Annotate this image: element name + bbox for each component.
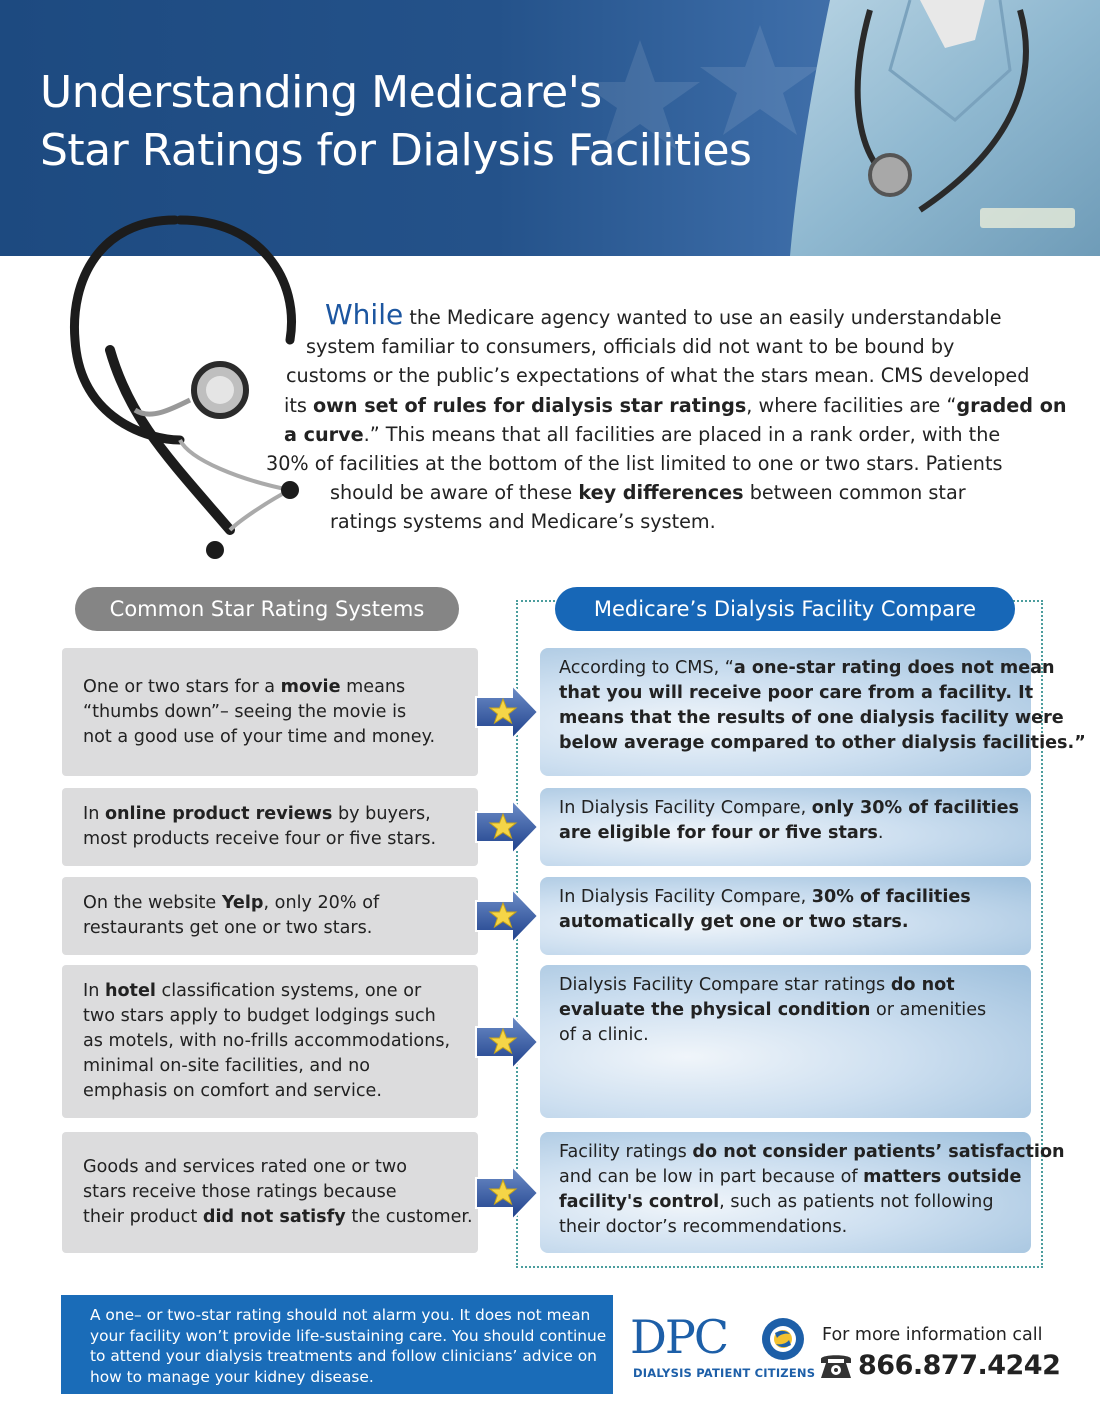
intro-line	[260, 478, 1070, 507]
text-run: the customer.	[345, 1207, 473, 1227]
bold-text: do not consider patients’ satisfaction	[692, 1142, 1065, 1162]
text-run: restaurants get one or two stars.	[83, 918, 373, 938]
title-line-2: Star Ratings for Dialysis Facilities	[40, 125, 752, 176]
text-line	[559, 656, 1055, 681]
text-line	[83, 700, 435, 725]
text-run: should be aware of these	[330, 481, 579, 505]
bold-text: only 30% of facilities	[811, 798, 1020, 818]
bold-text: 30% of facilities	[811, 887, 971, 907]
intro-line	[260, 391, 1070, 420]
common-rating-item	[62, 877, 478, 955]
medicare-compare-header: Medicare’s Dialysis Facility Compare	[555, 587, 1015, 631]
phone-contact	[818, 1350, 1060, 1381]
text-line	[83, 675, 435, 700]
bold-text: did not satisfy	[202, 1207, 346, 1227]
text-run: as motels, with no-frills accommodations,	[83, 1031, 451, 1051]
text-run: , such as patients not following	[719, 1192, 994, 1212]
text-line	[83, 827, 436, 852]
text-run: between common star	[743, 481, 966, 505]
text-run: not a good use of your time and money.	[83, 726, 436, 747]
text-line	[559, 821, 1021, 846]
text-line	[83, 1029, 450, 1054]
title-line-1: Understanding Medicare's	[40, 67, 602, 118]
medicare-rating-item	[540, 788, 1031, 866]
phone-icon	[818, 1351, 854, 1381]
text-run: means	[340, 676, 406, 697]
medicare-rating-item	[540, 965, 1031, 1118]
common-rating-text	[83, 891, 379, 941]
common-rating-text	[83, 1155, 473, 1230]
text-run: Facility ratings	[559, 1142, 693, 1162]
text-run: According to CMS, “	[559, 658, 734, 678]
dpc-logo-letters: DPC	[630, 1310, 728, 1364]
text-run: 30% of facilities at the bottom of the list limited to one or two stars. Patients	[266, 452, 1003, 476]
common-rating-text	[83, 979, 450, 1104]
dpc-logo-org: DIALYSIS PATIENT CITIZENS	[633, 1366, 816, 1380]
text-line	[83, 979, 450, 1004]
text-line	[83, 1180, 473, 1205]
text-run: One or two stars for a	[83, 676, 281, 697]
text-run: classification systems, one or	[155, 981, 422, 1001]
text-line	[83, 1054, 450, 1079]
footer-note-line: to attend your dialysis treatments and follow clinicians’ advice on	[90, 1347, 597, 1365]
star-arrow-icon	[472, 887, 540, 945]
text-line	[559, 1190, 1021, 1215]
bold-text: are eligible for four or five stars	[559, 823, 878, 843]
bold-text: below average compared to other dialysis facilities.”	[559, 733, 1086, 753]
bold-text: facility's control	[559, 1192, 720, 1212]
text-run: by buyers,	[332, 804, 431, 824]
text-run: ratings systems and Medicare’s system.	[330, 510, 716, 534]
bold-text: means that the results of one dialysis facility were	[559, 708, 1064, 728]
text-run: customs or the public’s expectations of what the stars mean. CMS developed	[286, 364, 1030, 388]
medicare-rating-item	[540, 1132, 1065, 1253]
bold-text: hotel	[104, 981, 156, 1001]
common-rating-item	[62, 788, 478, 866]
common-rating-item	[62, 1132, 478, 1253]
text-run: or amenities	[870, 1000, 987, 1020]
intro-line	[260, 332, 1070, 361]
bold-text: key differences	[578, 481, 744, 505]
common-rating-item	[62, 648, 478, 776]
text-run: Dialysis Facility Compare star ratings	[559, 975, 891, 995]
text-run: , only 20% of	[263, 893, 380, 913]
more-info-label: For more information call	[822, 1325, 1043, 1345]
text-run: In	[83, 981, 105, 1001]
bold-text: matters outside	[863, 1167, 1022, 1187]
text-line	[559, 1165, 1021, 1190]
common-rating-item	[62, 965, 478, 1118]
star-arrow-icon	[472, 683, 540, 741]
text-run: In	[83, 804, 105, 824]
text-line	[559, 998, 1021, 1023]
text-line	[559, 681, 1034, 706]
footer-note-line: your facility won’t provide life-sustaining care. You should continue	[90, 1326, 607, 1345]
bold-text: movie	[280, 676, 341, 697]
text-run: their doctor’s recommendations.	[559, 1217, 848, 1237]
dpc-logo	[630, 1310, 816, 1386]
text-line	[83, 802, 436, 827]
bold-text: that you will receive poor care from a facility. It	[559, 683, 1034, 703]
text-run: their product	[83, 1207, 203, 1227]
intro-line	[260, 361, 1070, 390]
text-run: and can be low in part because of	[559, 1167, 864, 1187]
star-arrow-icon	[472, 1164, 540, 1222]
text-line	[559, 1023, 1021, 1048]
text-line	[83, 891, 379, 916]
doctor-image	[770, 0, 1100, 256]
common-rating-text	[83, 802, 436, 852]
text-run: stars receive those ratings because	[83, 1182, 397, 1202]
text-line	[559, 731, 1086, 756]
text-line	[83, 1079, 450, 1104]
footer-note-line: A one– or two-star rating should not alarm you. It does not mean	[90, 1306, 591, 1324]
text-run: the Medicare agency wanted to use an easily understandable	[403, 306, 1002, 329]
phone-number[interactable]: 866.877.4242	[858, 1350, 1061, 1381]
bold-text: online product reviews	[104, 804, 333, 824]
page-title	[40, 64, 751, 180]
text-line	[83, 725, 435, 750]
bold-text: Yelp	[221, 893, 264, 913]
drop-word: While	[325, 298, 404, 331]
text-run: of a clinic.	[559, 1025, 649, 1045]
text-run: In Dialysis Facility Compare,	[559, 887, 812, 907]
text-line	[559, 910, 1021, 935]
text-line	[83, 1004, 450, 1029]
text-run: two stars apply to budget lodgings such	[83, 1006, 436, 1026]
text-run: In Dialysis Facility Compare,	[559, 798, 812, 818]
intro-paragraph	[260, 300, 1070, 537]
text-line	[559, 885, 1021, 910]
bold-text: do not	[890, 975, 955, 995]
star-arrow-icon	[472, 798, 540, 856]
bold-text: evaluate the physical condition	[559, 1000, 871, 1020]
text-line	[559, 973, 1021, 998]
text-line	[559, 796, 1021, 821]
text-run: most products receive four or five stars.	[83, 829, 437, 849]
text-run: .” This means that all facilities are placed in a rank order, with the	[363, 422, 1001, 446]
common-systems-header: Common Star Rating Systems	[75, 587, 459, 631]
text-run: emphasis on comfort and service.	[83, 1081, 382, 1101]
text-run: , where facilities are “	[746, 393, 957, 417]
bold-text: a one-star rating does not mean	[733, 658, 1055, 678]
bold-text: own set of rules for dialysis star ratings	[312, 393, 747, 417]
text-run: On the website	[83, 893, 222, 913]
text-line	[559, 706, 1064, 731]
text-run: its	[284, 393, 313, 417]
intro-line	[260, 507, 1070, 536]
text-line	[83, 1205, 473, 1230]
bold-text: graded on	[956, 393, 1067, 417]
star-arrow-icon	[472, 1013, 540, 1071]
text-run: minimal on-site facilities, and no	[83, 1056, 370, 1076]
text-run: .	[877, 823, 884, 843]
text-line	[83, 916, 379, 941]
text-line	[559, 1215, 1021, 1240]
medicare-rating-item	[540, 877, 1031, 955]
footer-note-line: how to manage your kidney disease.	[90, 1367, 374, 1386]
bold-text: a curve	[284, 422, 364, 446]
common-rating-text	[83, 675, 435, 750]
medicare-rating-item	[540, 648, 1086, 776]
bold-text: automatically get one or two stars.	[559, 912, 909, 932]
text-line	[83, 1155, 473, 1180]
text-run: system familiar to consumers, officials did not want to be bound by	[306, 335, 955, 359]
text-run: Goods and services rated one or two	[83, 1157, 408, 1177]
dpc-emblem-icon	[760, 1316, 806, 1362]
text-run: “thumbs down”– seeing the movie is	[83, 701, 407, 722]
intro-line	[260, 449, 1070, 478]
intro-line	[260, 420, 1070, 449]
footer-note	[61, 1295, 613, 1394]
text-line	[559, 1140, 1065, 1165]
intro-line	[260, 300, 1070, 332]
